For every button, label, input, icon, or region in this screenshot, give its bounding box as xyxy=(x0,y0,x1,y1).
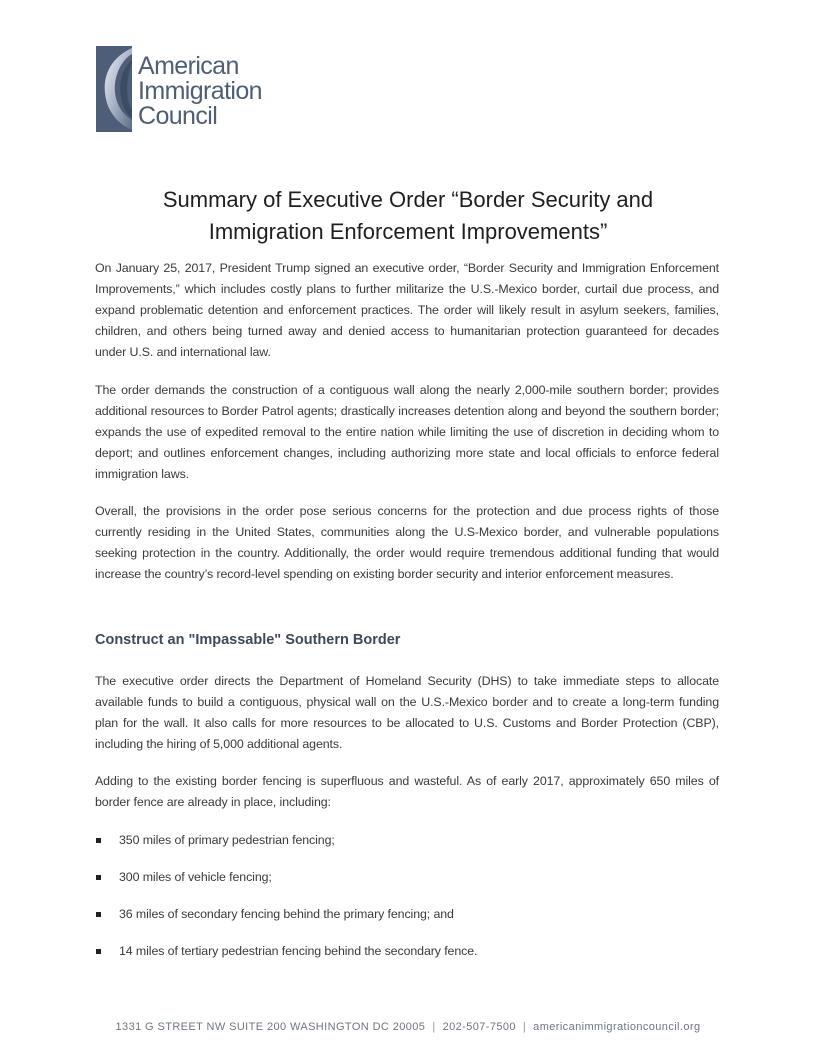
list-item xyxy=(95,867,477,904)
bullet-square-icon xyxy=(96,875,101,880)
logo-line-3: Council xyxy=(138,102,218,130)
footer-separator: | xyxy=(522,1021,527,1033)
list-item-text: 36 miles of secondary fencing behind the primary fencing; and xyxy=(119,907,454,921)
logo-wordmark xyxy=(138,54,262,129)
list-item-text: 350 miles of primary pedestrian fencing; xyxy=(119,833,335,847)
list-item-text: 300 miles of vehicle fencing; xyxy=(119,870,272,884)
fencing-bullet-list xyxy=(95,830,477,978)
page-footer xyxy=(0,1021,816,1033)
logo-line-2: Immigration xyxy=(138,77,262,105)
section-paragraph-dhs: The executive order directs the Department of Homeland Security (DHS) to take immediate steps to allocate available funds to build a contiguous, physical wall on the U.S.-Mexico border and to create a long-term funding plan for the wall. It also calls for more resources to be allocated to U.S. Customs and Border Protection (CBP), including the hiring of 5,000 additional agents. xyxy=(95,674,719,751)
organization-logo xyxy=(96,46,276,136)
list-item xyxy=(95,830,477,867)
list-item-text: 14 miles of tertiary pedestrian fencing behind the secondary fence. xyxy=(119,944,478,958)
section-paragraph-fencing: Adding to the existing border fencing is superfluous and wasteful. As of early 2017, approximately 650 miles of border fence are already in place, including: xyxy=(95,774,719,809)
footer-website: americanimmigrationcouncil.org xyxy=(533,1021,701,1033)
section-heading: Construct an "Impassable" Southern Border xyxy=(95,632,401,648)
title-line-2: Immigration Enforcement Improvements” xyxy=(208,219,608,244)
document-title xyxy=(96,184,720,248)
aic-logo-icon xyxy=(96,46,132,132)
footer-separator: | xyxy=(432,1021,436,1033)
order-demands-paragraph: The order demands the construction of a contiguous wall along the nearly 2,000-mile southern border; provides additional resources to Border Patrol agents; drastically increases detention along and beyond the southern border; expands the use of expedited removal to the entire nation while limiting the use of discretion in deciding whom to deport; and outlines enforcement changes, including authorizing more state and local officials to enforce federal immigration laws. xyxy=(95,383,719,481)
bullet-square-icon xyxy=(96,949,101,954)
footer-address: 1331 G STREET NW SUITE 200 WASHINGTON DC 20005 xyxy=(115,1021,426,1033)
overall-concerns-paragraph: Overall, the provisions in the order pose serious concerns for the protection and due process rights of those currently residing in the United States, communities along the U.S-Mexico border, and vulnerable populations seeking protection in the country. Additionally, the order would require tremendous additional funding that would increase the country’s record-level spending on existing border security and interior enforcement measures. xyxy=(95,504,719,581)
title-line-1: Summary of Executive Order “Border Security and xyxy=(162,187,654,212)
footer-phone: 202-507-7500 xyxy=(442,1021,516,1033)
logo-line-1: American xyxy=(138,52,239,80)
intro-paragraph: On January 25, 2017, President Trump signed an executive order, “Border Security and Immigration Enforcement Improvements,” which includes costly plans to further militarize the U.S.-Mexico border, curtail due process, and expand problematic detention and enforcement practices. The order will likely result in asylum seekers, families, children, and others being turned away and denied access to humanitarian protection guaranteed for decades under U.S. and international law. xyxy=(95,261,719,359)
bullet-square-icon xyxy=(96,838,101,843)
list-item xyxy=(95,904,477,941)
bullet-square-icon xyxy=(96,912,101,917)
list-item xyxy=(95,941,477,978)
